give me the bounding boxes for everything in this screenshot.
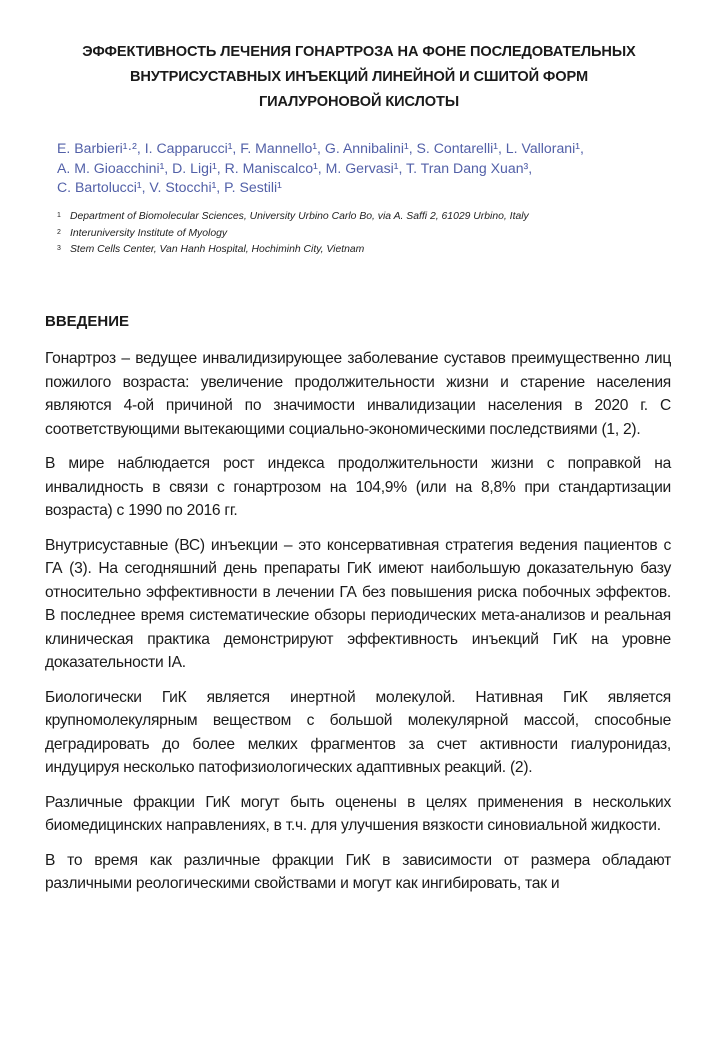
- paragraph: Внутрисуставные (ВС) инъекции – это консервативная стратегия ведения пациентов с ГА (3). На сегодняшний день препараты ГиК имеют наибольшую доказательную базу относительно эффективности в лечении ГА без повышения риска побочных эффектов. В последнее время систематические обзоры периодических мета-анализов и реальная клиническая практика демонстрируют эффективность инъекций ГиК на уровне доказательности IA.: [45, 536, 671, 671]
- authors-line-1: E. Barbieri¹·², I. Capparucci¹, F. Mannello¹, G. Annibalini¹, S. Contarelli¹, L. Vallorani¹,: [57, 140, 584, 156]
- paper-title: [40, 40, 678, 115]
- paragraph: Гонартроз – ведущее инвалидизирующее заболевание суставов преимущественно лиц пожилого возраста: увеличение продолжительности жизни и старение населения являются 4-ой причиной по значимости инвалидизации населения в 2020 г. С соответствующими вытекающими социально-экономическими последствиями (1, 2).: [45, 350, 671, 438]
- affiliation-mark: 1: [57, 212, 61, 219]
- title-line-3: ГИАЛУРОНОВОЙ КИСЛОТЫ: [258, 94, 460, 110]
- affiliation-3: [57, 242, 680, 259]
- paragraph: Различные фракции ГиК могут быть оценены в целях применения в нескольких биомедицинских направлениях, в т.ч. для улучшения вязкости синовиальной жидкости.: [45, 793, 671, 834]
- title-line-1: ЭФФЕКТИВНОСТЬ ЛЕЧЕНИЯ ГОНАРТРОЗА НА ФОНЕ ПОСЛЕДОВАТЕЛЬНЫХ: [82, 44, 636, 60]
- authors-line-3: C. Bartolucci¹, V. Stocchi¹, P. Sestili¹: [57, 179, 282, 195]
- affiliation-mark: 2: [57, 228, 61, 236]
- affiliation-text: Stem Cells Center, Van Hanh Hospital, Hochiminh City, Vietnam: [70, 244, 365, 255]
- paragraph: В мире наблюдается рост индекса продолжительности жизни с поправкой на инвалидность в связи с гонартрозом на 104,9% (или на 8,8% при стандартизации возраста) с 1990 по 2016 гг.: [45, 455, 671, 519]
- body-text: [45, 347, 671, 907]
- affiliation-mark: 3: [57, 245, 61, 252]
- affiliations: [57, 209, 680, 259]
- affiliation-2: [57, 226, 680, 243]
- paragraph: Биологически ГиК является инертной молекулой. Нативная ГиК является крупномолекулярным веществом с большой молекулярной массой, способные деградировать до более мелких фрагментов за счет активности гиалуронидаз, индуцируя несколько патофизиологических адаптивных реакций. (2).: [45, 688, 671, 776]
- paragraph: В то время как различные фракции ГиК в зависимости от размера обладают различными реологическими свойствами и могут как ингибировать, так и: [45, 851, 671, 892]
- title-line-2: ВНУТРИСУСТАВНЫХ ИНЪЕКЦИЙ ЛИНЕЙНОЙ И СШИТОЙ ФОРМ: [129, 69, 589, 85]
- section-heading: ВВЕДЕНИЕ: [45, 313, 129, 330]
- affiliation-text: Department of Biomolecular Sciences, University Urbino Carlo Bo, via A. Saffi 2, 61029 Urbino, Italy: [70, 211, 529, 222]
- affiliation-1: [57, 209, 680, 226]
- authors-line-2: A. M. Gioacchini¹, D. Ligi¹, R. Maniscalco¹, M. Gervasi¹, T. Tran Dang Xuan³,: [57, 159, 533, 176]
- affiliation-text: Interuniversity Institute of Myology: [70, 227, 228, 239]
- author-list: [57, 139, 687, 198]
